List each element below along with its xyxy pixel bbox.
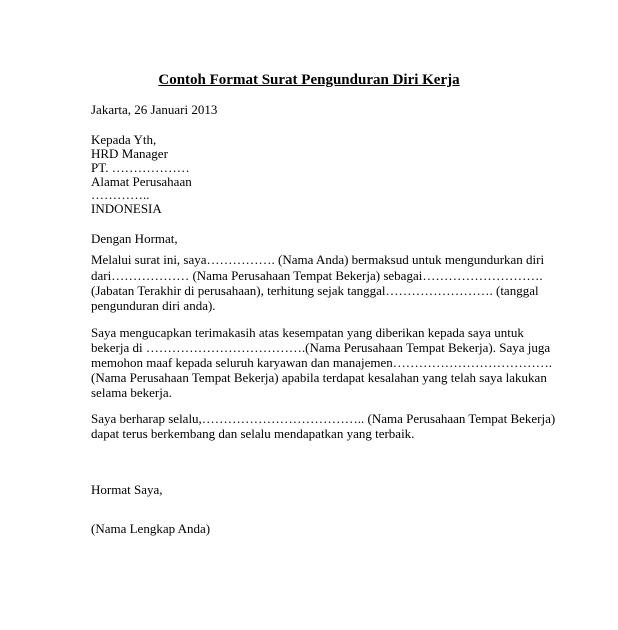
paragraph-line: bekerja di ……………………………….(Nama Perusahaan Tempat Bekerja). Saya juga: [91, 340, 551, 355]
recipient-line: PT. ………………: [91, 160, 190, 175]
recipient-line: Kepada Yth,: [91, 132, 157, 147]
recipient-line: …………..: [91, 187, 150, 202]
greeting: Dengan Hormat,: [91, 231, 178, 246]
letter-title: Contoh Format Surat Pengunduran Diri Kerja: [158, 72, 460, 88]
paragraph-line: Melalui surat ini, saya……………. (Nama Anda) bermaksud untuk mengundurkan diri: [91, 252, 545, 267]
recipient-line: Alamat Perusahaan: [91, 174, 192, 189]
closing: Hormat Saya,: [91, 482, 163, 497]
paragraph-line: dapat terus berkembang dan selalu mendapatkan yang terbaik.: [91, 426, 415, 441]
paragraph-line: (Jabatan Terakhir di perusahaan), terhitung sejak tanggal……………………. (tanggal: [91, 283, 539, 298]
paragraph-line: Saya berharap selalu,……………………………….. (Nama Perusahaan Tempat Bekerja): [91, 411, 556, 426]
recipient-line: HRD Manager: [91, 146, 168, 161]
paragraph-line: (Nama Perusahaan Tempat Bekerja) apabila terdapat kesalahan yang telah saya lakukan: [91, 370, 547, 385]
paragraph-line: memohon maaf kepada seluruh karyawan dan manajemen……………………………….: [91, 355, 553, 370]
paragraph-line: dari……………… (Nama Perusahaan Tempat Bekerja) sebagai……………………….: [91, 268, 543, 283]
recipient-line: INDONESIA: [91, 201, 162, 216]
paragraph-line: Saya mengucapkan terimakasih atas kesempatan yang diberikan kepada saya untuk: [91, 325, 524, 340]
paragraph-line: selama bekerja.: [91, 385, 172, 400]
signature-name: (Nama Lengkap Anda): [91, 521, 211, 536]
paragraph-line: pengunduran diri anda).: [91, 298, 216, 313]
place-date: Jakarta, 26 Januari 2013: [91, 102, 218, 117]
